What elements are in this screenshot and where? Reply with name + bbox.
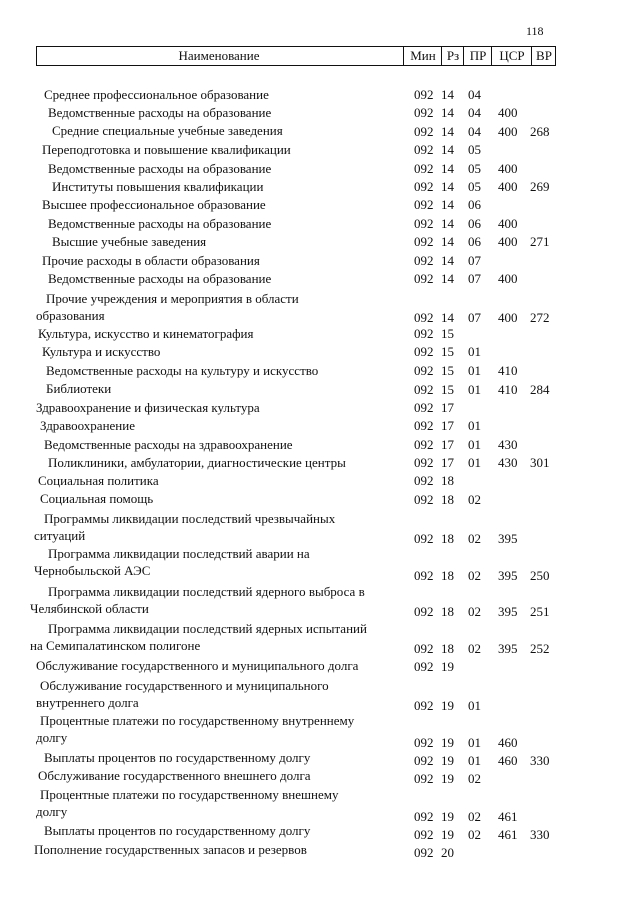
code-min: 092: [414, 142, 434, 157]
code-rz: 19: [441, 698, 454, 713]
code-csr: 430: [498, 437, 518, 452]
row-name: Выплаты процентов по государственному долгу: [44, 823, 311, 838]
code-min: 092: [414, 568, 434, 583]
code-pr: 05: [468, 161, 481, 176]
code-min: 092: [414, 344, 434, 359]
code-min: 092: [414, 105, 434, 120]
code-min: 092: [414, 87, 434, 102]
code-csr: 460: [498, 735, 518, 750]
code-rz: 19: [441, 735, 454, 750]
code-pr: 01: [468, 735, 481, 750]
code-csr: 400: [498, 234, 518, 249]
code-min: 092: [414, 253, 434, 268]
code-rz: 14: [441, 124, 454, 139]
code-rz: 15: [441, 363, 454, 378]
code-min: 092: [414, 418, 434, 433]
row-name: Здравоохранение: [40, 418, 135, 433]
code-vr: 251: [530, 604, 550, 619]
row-name: Ведомственные расходы на здравоохранение: [44, 437, 293, 452]
code-pr: 01: [468, 753, 481, 768]
header-rz: Рз: [441, 47, 464, 65]
code-pr: 05: [468, 179, 481, 194]
header-vr: ВР: [531, 47, 556, 65]
code-min: 092: [414, 531, 434, 546]
code-min: 092: [414, 771, 434, 786]
table-header: [36, 46, 556, 66]
code-rz: 14: [441, 271, 454, 286]
code-rz: 18: [441, 492, 454, 507]
row-name: Ведомственные расходы на образование: [48, 105, 272, 120]
code-rz: 14: [441, 234, 454, 249]
code-vr: 250: [530, 568, 550, 583]
code-pr: 01: [468, 344, 481, 359]
row-name: Обслуживание государственного внешнего долга: [38, 768, 311, 783]
code-min: 092: [414, 310, 434, 325]
code-min: 092: [414, 659, 434, 674]
header-pr: ПР: [463, 47, 492, 65]
row-name: Здравоохранение и физическая культура: [36, 400, 260, 415]
code-pr: 01: [468, 437, 481, 452]
code-pr: 07: [468, 253, 481, 268]
code-csr: 395: [498, 568, 518, 583]
row-name: Социальная помощь: [40, 491, 154, 506]
code-vr: 272: [530, 310, 550, 325]
code-pr: 02: [468, 531, 481, 546]
code-vr: 284: [530, 382, 550, 397]
row-name: Выплаты процентов по государственному долгу: [44, 750, 311, 765]
row-name: Ведомственные расходы на образование: [48, 271, 272, 286]
code-min: 092: [414, 604, 434, 619]
code-rz: 19: [441, 753, 454, 768]
code-rz: 19: [441, 659, 454, 674]
code-csr: 395: [498, 641, 518, 656]
code-min: 092: [414, 641, 434, 656]
code-rz: 14: [441, 142, 454, 157]
row-name: Программы ликвидации последствий чрезвычайных ситуаций: [34, 511, 336, 543]
code-pr: 02: [468, 568, 481, 583]
code-rz: 17: [441, 455, 454, 470]
header-min: Мин: [403, 47, 442, 65]
code-csr: 460: [498, 753, 518, 768]
code-pr: 01: [468, 382, 481, 397]
code-csr: 461: [498, 809, 518, 824]
code-rz: 15: [441, 326, 454, 341]
code-pr: 02: [468, 771, 481, 786]
code-csr: 400: [498, 310, 518, 325]
code-min: 092: [414, 845, 434, 860]
row-name: Обслуживание государственного и муниципального долга: [36, 658, 359, 673]
code-csr: 400: [498, 161, 518, 176]
row-name: Поликлиники, амбулатории, диагностические центры: [48, 455, 346, 470]
row-name: Ведомственные расходы на образование: [48, 216, 272, 231]
code-csr: 395: [498, 531, 518, 546]
code-csr: 410: [498, 382, 518, 397]
code-vr: 330: [530, 827, 550, 842]
code-pr: 01: [468, 418, 481, 433]
code-rz: 17: [441, 437, 454, 452]
code-min: 092: [414, 492, 434, 507]
row-name: Ведомственные расходы на образование: [48, 161, 272, 176]
code-pr: 01: [468, 455, 481, 470]
code-vr: 301: [530, 455, 550, 470]
code-pr: 02: [468, 809, 481, 824]
row-name: Программа ликвидации последствий ядерных испытаний на Семипалатинском полигоне: [30, 621, 367, 653]
code-rz: 14: [441, 197, 454, 212]
code-pr: 06: [468, 234, 481, 249]
row-name: Институты повышения квалификации: [52, 179, 264, 194]
code-pr: 04: [468, 87, 481, 102]
code-min: 092: [414, 326, 434, 341]
code-csr: 400: [498, 105, 518, 120]
header-csr: ЦСР: [491, 47, 532, 65]
code-min: 092: [414, 363, 434, 378]
code-min: 092: [414, 271, 434, 286]
code-rz: 18: [441, 473, 454, 488]
code-vr: 252: [530, 641, 550, 656]
row-name: Культура и искусство: [42, 344, 161, 359]
code-min: 092: [414, 124, 434, 139]
code-rz: 15: [441, 382, 454, 397]
page-number: 118: [526, 24, 544, 38]
row-name: Прочие учреждения и мероприятия в области образования: [36, 291, 299, 323]
code-rz: 19: [441, 827, 454, 842]
code-min: 092: [414, 809, 434, 824]
row-name: Ведомственные расходы на культуру и искусство: [46, 363, 319, 378]
code-rz: 20: [441, 845, 454, 860]
code-csr: 410: [498, 363, 518, 378]
row-name: Социальная политика: [38, 473, 159, 488]
code-min: 092: [414, 179, 434, 194]
row-name: Переподготовка и повышение квалификации: [42, 142, 291, 157]
code-rz: 14: [441, 87, 454, 102]
code-min: 092: [414, 735, 434, 750]
code-csr: 400: [498, 179, 518, 194]
code-csr: 430: [498, 455, 518, 470]
code-rz: 14: [441, 161, 454, 176]
row-name: Процентные платежи по государственному внутреннему долгу: [36, 713, 355, 745]
row-name: Средние специальные учебные заведения: [52, 123, 283, 138]
code-rz: 18: [441, 641, 454, 656]
code-min: 092: [414, 161, 434, 176]
code-csr: 400: [498, 216, 518, 231]
code-rz: 19: [441, 771, 454, 786]
row-name: Пополнение государственных запасов и резервов: [34, 842, 307, 857]
row-name: Программа ликвидации последствий ядерного выброса в Челябинской области: [30, 584, 365, 616]
code-rz: 14: [441, 216, 454, 231]
code-rz: 19: [441, 809, 454, 824]
code-rz: 17: [441, 418, 454, 433]
row-name: Культура, искусство и кинематография: [38, 326, 254, 341]
code-csr: 395: [498, 604, 518, 619]
code-vr: 330: [530, 753, 550, 768]
code-rz: 17: [441, 400, 454, 415]
code-csr: 461: [498, 827, 518, 842]
row-name: Обслуживание государственного и муниципального внутреннего долга: [36, 678, 329, 710]
code-csr: 400: [498, 124, 518, 139]
code-pr: 05: [468, 142, 481, 157]
code-pr: 01: [468, 363, 481, 378]
code-min: 092: [414, 197, 434, 212]
code-pr: 02: [468, 641, 481, 656]
code-min: 092: [414, 437, 434, 452]
code-vr: 269: [530, 179, 550, 194]
code-rz: 14: [441, 105, 454, 120]
code-min: 092: [414, 382, 434, 397]
code-rz: 14: [441, 253, 454, 268]
code-rz: 18: [441, 604, 454, 619]
code-vr: 268: [530, 124, 550, 139]
code-pr: 06: [468, 216, 481, 231]
code-rz: 15: [441, 344, 454, 359]
code-min: 092: [414, 216, 434, 231]
code-rz: 18: [441, 568, 454, 583]
code-pr: 02: [468, 492, 481, 507]
code-pr: 07: [468, 310, 481, 325]
code-pr: 02: [468, 827, 481, 842]
code-pr: 07: [468, 271, 481, 286]
code-min: 092: [414, 753, 434, 768]
code-min: 092: [414, 455, 434, 470]
code-min: 092: [414, 400, 434, 415]
code-min: 092: [414, 473, 434, 488]
header-name: Наименование: [178, 48, 260, 63]
row-name: Высшее профессиональное образование: [42, 197, 266, 212]
row-name: Высшие учебные заведения: [52, 234, 207, 249]
code-vr: 271: [530, 234, 550, 249]
row-name: Прочие расходы в области образования: [42, 253, 260, 268]
row-name: Программа ликвидации последствий аварии на Чернобыльской АЭС: [34, 546, 310, 578]
code-pr: 06: [468, 197, 481, 212]
code-rz: 18: [441, 531, 454, 546]
code-min: 092: [414, 234, 434, 249]
code-min: 092: [414, 827, 434, 842]
code-pr: 01: [468, 698, 481, 713]
row-name: Среднее профессиональное образование: [44, 87, 269, 102]
code-rz: 14: [441, 310, 454, 325]
row-name: Процентные платежи по государственному внешнему долгу: [36, 787, 339, 819]
row-name: Библиотеки: [46, 381, 112, 396]
code-csr: 400: [498, 271, 518, 286]
code-pr: 04: [468, 105, 481, 120]
code-rz: 14: [441, 179, 454, 194]
code-pr: 02: [468, 604, 481, 619]
code-min: 092: [414, 698, 434, 713]
code-pr: 04: [468, 124, 481, 139]
